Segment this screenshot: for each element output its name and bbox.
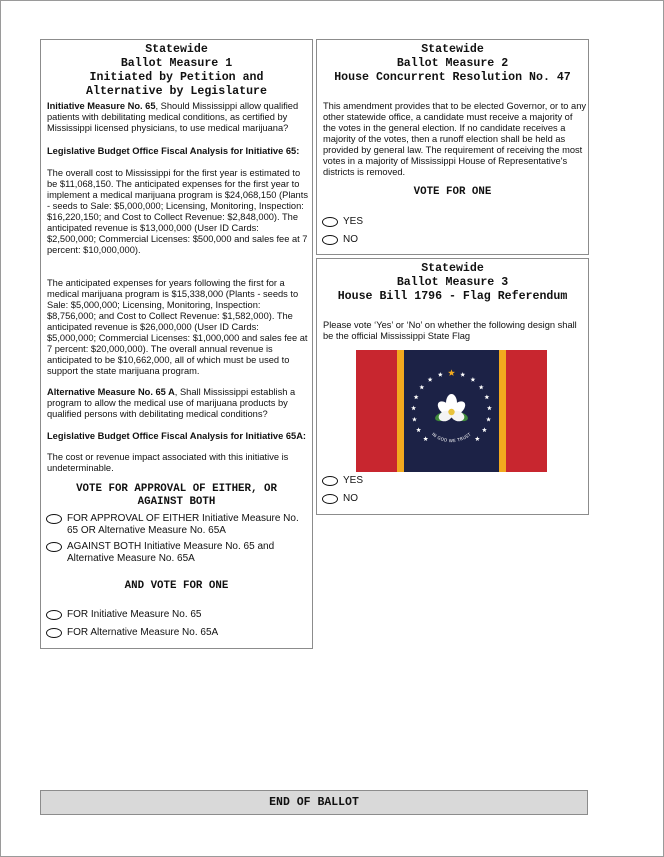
ballot-oval[interactable] — [322, 235, 338, 245]
option-label: YES — [343, 475, 364, 486]
measure-3-no[interactable] — [322, 493, 358, 505]
ballot-oval[interactable] — [46, 542, 62, 552]
title-line: Ballot Measure 2 — [396, 57, 509, 70]
title-line: Alternative by Legislature — [86, 85, 267, 98]
measure-1-box — [40, 39, 313, 649]
flag-gold-right — [499, 350, 506, 472]
ballot-oval[interactable] — [46, 628, 62, 638]
measure-3-yes[interactable] — [322, 475, 363, 487]
flag-motto-text: IN GOD WE TRUST — [430, 431, 473, 444]
vote-heading-line: AGAINST BOTH — [137, 496, 216, 508]
measure-1-title — [41, 43, 312, 99]
fiscal-para-1: The overall cost to Mississippi for the first year is estimated to be $11,068,150. The anticipated expenses for the first year to implement a medical marijuana program is $24,068,150 (Plants - seeds to Sale: $5,000,000; Licensing, Monitoring, Inspection: $16,220,150; and Cost to Collect Revenue: $2,848,000). The anticipated revenue is $13,000,000 (User ID Cards: $2,500,000; Commercial Licenses: $500,000 and sales fee at 7 percent: $10,000,000). — [47, 168, 308, 255]
vote-for-one-heading: VOTE FOR ONE — [413, 186, 492, 198]
vote-heading-line: VOTE FOR APPROVAL OF EITHER, OR — [76, 483, 277, 495]
measure-3-text: Please vote ‘Yes’ or ‘No’ on whether the following design shall be the official Mississippi State Flag — [323, 320, 577, 341]
ballot-oval[interactable] — [46, 610, 62, 620]
ballot-oval[interactable] — [322, 217, 338, 227]
option-approval-either[interactable] — [46, 513, 308, 536]
measure-2-text: This amendment provides that to be elected Governor, or to any other statewide office, a candidate must receive a majority of the votes in the general election. If no candidate receives a majority of the votes, then a runoff election shall be held as provided by general law. The requirement of receiving the most votes in a majority of Mississippi House of Representative's districts is removed. — [323, 101, 587, 177]
title-line: Ballot Measure 3 — [396, 276, 509, 289]
alternative-65a-text: , Shall Mississippi establish a program to allow the medical use of marijuana products by qualified persons with debilitating medical conditions? — [47, 387, 296, 419]
option-against-both[interactable] — [46, 541, 308, 564]
alternative-65a-question — [47, 387, 311, 420]
alternative-65a-label: Alternative Measure No. 65 A — [47, 387, 175, 397]
and-vote-for-one-heading: AND VOTE FOR ONE — [124, 580, 229, 592]
title-line: House Bill 1796 - Flag Referendum — [337, 290, 568, 303]
option-label: FOR APPROVAL OF EITHER Initiative Measure No. 65 OR Alternative Measure No. 65A — [67, 513, 299, 536]
title-line: Ballot Measure 1 — [120, 57, 233, 70]
proposed-flag-image — [356, 350, 547, 472]
fiscal-para-3: The cost or revenue impact associated with this initiative is undeterminable. — [47, 452, 289, 473]
title-line: Initiated by Petition and — [89, 71, 264, 84]
option-label: AGAINST BOTH Initiative Measure No. 65 and Alternative Measure No. 65A — [67, 541, 275, 564]
option-label: FOR Initiative Measure No. 65 — [67, 609, 202, 620]
ballot-oval[interactable] — [322, 494, 338, 504]
measure-3-title — [317, 262, 588, 304]
title-line: House Concurrent Resolution No. 47 — [334, 71, 571, 84]
fiscal-heading-65a: Legislative Budget Office Fiscal Analysis for Initiative 65A: — [47, 431, 307, 441]
option-label: FOR Alternative Measure No. 65A — [67, 627, 219, 638]
option-label: NO — [343, 493, 358, 504]
ballot-oval[interactable] — [322, 476, 338, 486]
fiscal-para-2: The anticipated expenses for years following the first for a medical marijuana program is $15,338,000 (Plants - seeds to Sale: $5,000,000; Licensing, Monitoring, Inspection: $8,756,000; and Cost to Collect Revenue: $1,582,000). The anticipated revenue is $26,000,000 (User ID Cards: $5,000,000; Commercial Licenses: $1,000,000 and sales fee at 7 percent: $20,000,000). The overall annual revenue is anticipated to be $10,662,000, all of which must be used to support the state marijuana program. — [47, 278, 308, 376]
initiative-65-text: , Should Mississippi allow qualified patients with debilitating medical conditions, as certified by Mississippi licensed physicians, to use medical marijuana? — [47, 101, 299, 133]
title-line: Statewide — [421, 262, 484, 275]
initiative-65-question — [47, 101, 311, 134]
ballot-oval[interactable] — [46, 514, 62, 524]
option-label: YES — [343, 216, 364, 227]
end-of-ballot-banner — [40, 790, 588, 815]
title-line: Statewide — [421, 43, 484, 56]
measure-2-box — [316, 39, 589, 255]
option-label: NO — [343, 234, 358, 245]
end-of-ballot-label: END OF BALLOT — [269, 796, 359, 809]
measure-2-yes[interactable] — [322, 216, 363, 228]
initiative-65-label: Initiative Measure No. 65 — [47, 101, 156, 111]
option-alternative-65a[interactable] — [46, 627, 308, 639]
fiscal-heading-65: Legislative Budget Office Fiscal Analysis for Initiative 65: — [47, 146, 300, 156]
vote-either-heading — [41, 483, 312, 509]
measure-3-box — [316, 258, 589, 515]
title-line: Statewide — [145, 43, 208, 56]
option-initiative-65[interactable] — [46, 609, 308, 621]
flag-gold-left — [397, 350, 404, 472]
measure-2-title — [317, 43, 588, 85]
measure-2-no[interactable] — [322, 234, 358, 246]
